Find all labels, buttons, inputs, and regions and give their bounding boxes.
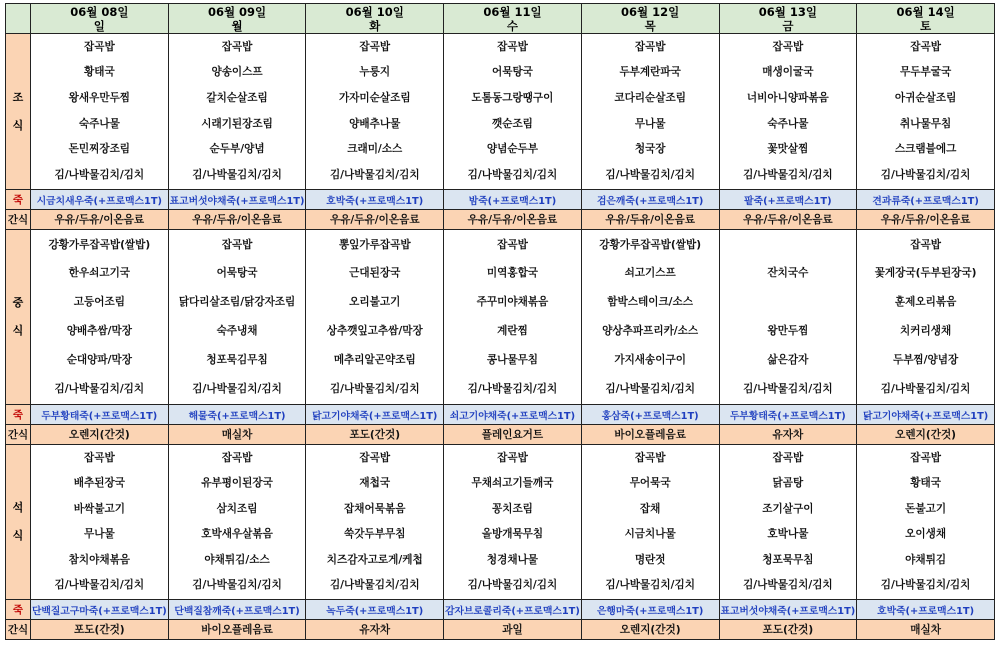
date-label: 06월 11일 bbox=[483, 4, 542, 19]
menu-item: 배추된장국 bbox=[73, 477, 125, 489]
menu-item: 잡곡밥 bbox=[221, 40, 253, 53]
menu-item: 김/나박물김치/김치 bbox=[192, 168, 282, 181]
breakfast-cell bbox=[719, 34, 857, 190]
menu-item: 무어묵국 bbox=[629, 477, 671, 489]
snack-cell: 유자차 bbox=[306, 620, 444, 640]
menu-item: 무나물 bbox=[634, 117, 666, 130]
menu-item: 김/나박물김치/김치 bbox=[467, 579, 558, 591]
menu-item: 잡곡밥 bbox=[221, 238, 253, 251]
menu-item: 잡곡밥 bbox=[84, 451, 115, 464]
dinner-row bbox=[6, 445, 995, 600]
menu-item: 잡곡밥 bbox=[634, 451, 666, 464]
menu-item: 닭다리살조림/닭강자조림 bbox=[178, 296, 296, 309]
snack-cell: 오렌지(간것) bbox=[857, 425, 995, 445]
porridge-cell: 닭고기야채죽(+프로맥스1T) bbox=[306, 405, 444, 425]
menu-item: 취나물무침 bbox=[900, 117, 952, 130]
porridge-label: 죽 bbox=[6, 405, 31, 425]
menu-item: 호박나물 bbox=[767, 528, 809, 540]
menu-item: 숙주나물 bbox=[767, 117, 809, 130]
dinner-cell bbox=[31, 445, 169, 600]
menu-item: 쇠고기스프 bbox=[624, 267, 676, 280]
porridge-cell: 단백질참깨죽(+프로맥스1T) bbox=[168, 600, 306, 620]
snack-cell: 오렌지(간것) bbox=[31, 425, 169, 445]
snack-cell: 포도(간것) bbox=[306, 425, 444, 445]
menu-item: 잡곡밥 bbox=[497, 451, 528, 464]
menu-item: 잡곡밥 bbox=[84, 40, 115, 53]
menu-item: 크래미/소스 bbox=[347, 143, 403, 156]
menu-item: 재첩국 bbox=[359, 477, 391, 489]
menu-item: 매생이굴국 bbox=[762, 66, 814, 79]
menu-item: 무나물 bbox=[84, 528, 115, 540]
snack-cell: 바이오플레음료 bbox=[168, 620, 306, 640]
menu-item: 청포묵김무침 bbox=[206, 353, 268, 366]
corner-cell bbox=[6, 4, 31, 34]
weekday-label: 일 bbox=[93, 18, 105, 33]
menu-item: 김/나박물김치/김치 bbox=[54, 382, 145, 395]
snack-cell: 유자차 bbox=[719, 425, 857, 445]
day-header bbox=[306, 4, 444, 34]
breakfast-label bbox=[6, 34, 31, 190]
porridge-cell: 검은깨죽(+프로맥스1T) bbox=[581, 190, 719, 210]
menu-item: 두부계란파국 bbox=[619, 66, 681, 79]
menu-item: 잡곡밥 bbox=[221, 451, 253, 464]
label-char: 중 bbox=[12, 296, 24, 309]
menu-item: 삼치조림 bbox=[216, 502, 258, 515]
menu-item: 순두부/양념 bbox=[209, 143, 265, 156]
breakfast-cell bbox=[168, 34, 306, 190]
menu-item: 유부평이된장국 bbox=[201, 477, 273, 489]
menu-item: 양배추쌈/막장 bbox=[66, 325, 132, 337]
lunch-cell bbox=[31, 230, 169, 405]
menu-item bbox=[720, 231, 857, 260]
lunch-cell bbox=[857, 230, 995, 405]
porridge-cell: 단백질고구마죽(+프로맥스1T) bbox=[31, 600, 169, 620]
day-header bbox=[857, 4, 995, 34]
menu-item: 누룽지 bbox=[359, 66, 391, 79]
menu-item: 숙주냉채 bbox=[216, 325, 258, 337]
menu-item: 콩나물무침 bbox=[486, 353, 539, 366]
snack-label: 간식 bbox=[6, 425, 31, 445]
menu-item: 잡곡밥 bbox=[772, 451, 804, 464]
day-header bbox=[168, 4, 306, 34]
weekday-label: 월 bbox=[231, 18, 243, 33]
snack-cell: 포도(간것) bbox=[719, 620, 857, 640]
menu-item: 잡곡밥 bbox=[359, 451, 391, 464]
menu-item: 메추리알곤약조림 bbox=[333, 353, 416, 366]
snack-cell: 매실차 bbox=[857, 620, 995, 640]
porridge-cell: 녹두죽(+프로맥스1T) bbox=[306, 600, 444, 620]
menu-item: 갈치순살조림 bbox=[206, 91, 268, 104]
menu-item: 김/나박물김치/김치 bbox=[467, 168, 558, 181]
menu-item: 청국장 bbox=[634, 143, 666, 156]
menu-item: 양송이스프 bbox=[211, 66, 263, 79]
menu-item: 양상추파프리카/소스 bbox=[602, 325, 699, 337]
menu-item: 청경채나물 bbox=[486, 553, 539, 566]
menu-item: 순대양파/막장 bbox=[66, 353, 132, 366]
snack-cell: 포도(간것) bbox=[31, 620, 169, 640]
header-row bbox=[6, 4, 995, 34]
menu-item: 김/나박물김치/김치 bbox=[605, 382, 695, 395]
menu-item: 왕새우만두찜 bbox=[68, 91, 131, 104]
porridge-cell: 견과류죽(+프로맥스1T) bbox=[857, 190, 995, 210]
menu-item: 무두부굴국 bbox=[900, 66, 952, 79]
menu-item: 호박새우살볶음 bbox=[201, 528, 273, 540]
dinner-cell bbox=[857, 445, 995, 600]
breakfast_porridge-row bbox=[6, 190, 995, 210]
snack-cell: 우유/두유/이온음료 bbox=[444, 210, 582, 230]
menu-item: 잔치국수 bbox=[767, 267, 809, 280]
weekday-label: 목 bbox=[644, 18, 656, 33]
menu-item: 김/나박물김치/김치 bbox=[192, 579, 282, 591]
menu-item: 강황가루잡곡밥(쌀밥) bbox=[599, 238, 702, 251]
menu-item: 삶은감자 bbox=[767, 353, 809, 366]
day-header bbox=[31, 4, 169, 34]
menu-item: 잡곡밥 bbox=[634, 40, 666, 53]
dinner_porridge-row bbox=[6, 600, 995, 620]
dinner-cell bbox=[306, 445, 444, 600]
menu-item: 고등어조림 bbox=[73, 296, 125, 309]
breakfast-row bbox=[6, 34, 995, 190]
menu-item: 김/나박물김치/김치 bbox=[880, 579, 971, 591]
label-char: 식 bbox=[12, 324, 24, 337]
porridge-cell: 호박죽(+프로맥스1T) bbox=[857, 600, 995, 620]
menu-item: 꽃게장국(두부된장국) bbox=[874, 267, 977, 280]
afternoon_snack-row bbox=[6, 425, 995, 445]
menu-item: 훈제오리볶음 bbox=[894, 296, 957, 309]
menu-item: 쑥갓두부무침 bbox=[344, 528, 406, 540]
menu-item: 잡채어묵볶음 bbox=[344, 502, 406, 515]
porridge-cell: 두부황태죽(+프로맥스1T) bbox=[719, 405, 857, 425]
menu-item: 청포묵무침 bbox=[762, 553, 814, 566]
porridge-cell: 팥죽(+프로맥스1T) bbox=[719, 190, 857, 210]
porridge-cell: 표고버섯야채죽(+프로맥스1T) bbox=[719, 600, 857, 620]
date-label: 06월 08일 bbox=[70, 4, 129, 19]
menu-item: 근대된장국 bbox=[349, 267, 401, 280]
menu-item: 치즈감자고로게/케첩 bbox=[326, 553, 423, 566]
menu-item: 김/나박물김치/김치 bbox=[605, 168, 695, 181]
porridge-cell: 홍삼죽(+프로맥스1T) bbox=[581, 405, 719, 425]
porridge-label: 죽 bbox=[6, 190, 31, 210]
menu-item: 김/나박물김치/김치 bbox=[192, 382, 282, 395]
menu-item: 꽁치조림 bbox=[491, 502, 533, 515]
menu-item: 김/나박물김치/김치 bbox=[54, 579, 145, 591]
menu-item: 김/나박물김치/김치 bbox=[743, 382, 833, 395]
snack-label: 간식 bbox=[6, 620, 31, 640]
snack-cell: 바이오플레음료 bbox=[581, 425, 719, 445]
label-char: 조 bbox=[12, 90, 24, 104]
snack-cell: 매실차 bbox=[168, 425, 306, 445]
porridge-cell: 두부황태죽(+프로맥스1T) bbox=[31, 405, 169, 425]
menu-item: 뽕잎가루잡곡밥 bbox=[338, 238, 411, 251]
day-header bbox=[444, 4, 582, 34]
menu-item: 양배추나물 bbox=[349, 117, 401, 130]
label-char: 식 bbox=[12, 118, 24, 132]
breakfast-cell bbox=[31, 34, 169, 190]
menu-item: 무채쇠고기들깨국 bbox=[471, 477, 554, 489]
lunch-cell bbox=[168, 230, 306, 405]
porridge-cell: 감자브로콜리죽(+프로맥스1T) bbox=[444, 600, 582, 620]
lunch-cell bbox=[306, 230, 444, 405]
breakfast-cell bbox=[581, 34, 719, 190]
menu-item: 잡곡밥 bbox=[359, 40, 391, 53]
menu-item: 가자미순살조림 bbox=[338, 91, 411, 104]
menu-item: 계란찜 bbox=[497, 325, 528, 337]
menu-item bbox=[720, 288, 857, 317]
porridge-label: 죽 bbox=[6, 600, 31, 620]
weekday-label: 금 bbox=[782, 18, 794, 33]
menu-item: 김/나박물김치/김치 bbox=[329, 168, 420, 181]
menu-item: 잡곡밥 bbox=[772, 40, 804, 53]
menu-item: 김/나박물김치/김치 bbox=[880, 382, 971, 395]
label-char: 석 bbox=[12, 501, 24, 514]
menu-item: 김/나박물김치/김치 bbox=[880, 168, 971, 181]
porridge-cell: 표고버섯야채죽(+프로맥스1T) bbox=[168, 190, 306, 210]
menu-item: 강황가루잡곡밥(쌀밥) bbox=[48, 238, 151, 251]
menu-item: 왕만두찜 bbox=[767, 325, 809, 337]
menu-item: 돈민찌장조림 bbox=[68, 143, 131, 156]
lunch-cell bbox=[581, 230, 719, 405]
menu-item: 잡곡밥 bbox=[910, 238, 941, 251]
date-label: 06월 14일 bbox=[896, 4, 955, 19]
menu-item: 미역홍합국 bbox=[486, 267, 539, 280]
menu-item: 야채튀김 bbox=[905, 553, 947, 566]
snack-cell: 우유/두유/이온음료 bbox=[719, 210, 857, 230]
menu-item: 잡곡밥 bbox=[497, 40, 528, 53]
menu-item: 오리불고기 bbox=[349, 296, 401, 309]
menu-item: 시래기된장조림 bbox=[201, 117, 273, 130]
label-char: 식 bbox=[12, 529, 24, 542]
menu-item: 치커리생채 bbox=[900, 325, 952, 337]
porridge-cell: 해물죽(+프로맥스1T) bbox=[168, 405, 306, 425]
snack-cell: 오렌지(간것) bbox=[581, 620, 719, 640]
menu-item: 김/나박물김치/김치 bbox=[54, 168, 145, 181]
menu-item: 양념순두부 bbox=[486, 143, 539, 156]
menu-item: 깻순조림 bbox=[491, 117, 533, 130]
date-label: 06월 12일 bbox=[621, 4, 680, 19]
dinner-cell bbox=[581, 445, 719, 600]
snack-label: 간식 bbox=[6, 210, 31, 230]
menu-item: 잡곡밥 bbox=[497, 238, 528, 251]
menu-item: 김/나박물김치/김치 bbox=[743, 579, 833, 591]
porridge-cell: 은행마죽(+프로맥스1T) bbox=[581, 600, 719, 620]
porridge-cell: 닭고기야채죽(+프로맥스1T) bbox=[857, 405, 995, 425]
snack-cell: 우유/두유/이온음료 bbox=[581, 210, 719, 230]
menu-item: 황태국 bbox=[910, 477, 941, 489]
menu-item: 올방개묵무침 bbox=[481, 528, 544, 540]
menu-item: 상추깻잎고추쌈/막장 bbox=[326, 325, 423, 337]
snack-cell: 우유/두유/이온음료 bbox=[168, 210, 306, 230]
menu-item: 김/나박물김치/김치 bbox=[467, 382, 558, 395]
menu-item: 김/나박물김치/김치 bbox=[605, 579, 695, 591]
porridge-cell: 밤죽(+프로맥스1T) bbox=[444, 190, 582, 210]
menu-item: 조기살구이 bbox=[762, 502, 814, 515]
menu-item: 꽃맛살찜 bbox=[767, 143, 809, 156]
lunch_porridge-row bbox=[6, 405, 995, 425]
menu-item: 명란젓 bbox=[634, 553, 666, 566]
lunch-row bbox=[6, 230, 995, 405]
porridge-cell: 호박죽(+프로맥스1T) bbox=[306, 190, 444, 210]
menu-item: 닭곰탕 bbox=[772, 477, 804, 489]
dinner-cell bbox=[168, 445, 306, 600]
menu-item: 두부찜/양념장 bbox=[892, 353, 959, 366]
dinner-cell bbox=[444, 445, 582, 600]
menu-item: 아귀순살조림 bbox=[894, 91, 957, 104]
date-label: 06월 10일 bbox=[345, 4, 404, 19]
menu-item: 오이생채 bbox=[905, 528, 947, 540]
menu-item: 시금치나물 bbox=[624, 528, 676, 540]
porridge-cell: 쇠고기야채죽(+프로맥스1T) bbox=[444, 405, 582, 425]
menu-item: 도톰동그랑땡구이 bbox=[471, 91, 554, 104]
snack-cell: 과일 bbox=[444, 620, 582, 640]
menu-item: 황태국 bbox=[84, 66, 115, 79]
menu-item: 너비아니양파볶음 bbox=[746, 91, 829, 104]
snack-cell: 우유/두유/이온음료 bbox=[857, 210, 995, 230]
menu-item: 야채튀김/소스 bbox=[204, 553, 270, 566]
dinner-label bbox=[6, 445, 31, 600]
porridge-cell: 시금치새우죽(+프로맥스1T) bbox=[31, 190, 169, 210]
lunch-cell bbox=[719, 230, 857, 405]
menu-item: 잡채 bbox=[639, 502, 661, 515]
weekly-menu-table bbox=[5, 3, 995, 640]
snack-cell: 우유/두유/이온음료 bbox=[306, 210, 444, 230]
menu-item: 코다리순살조림 bbox=[614, 91, 686, 104]
menu-item: 어묵탕국 bbox=[491, 66, 533, 79]
menu-item: 한우쇠고기국 bbox=[68, 267, 131, 280]
menu-item: 바싹불고기 bbox=[73, 502, 125, 515]
weekday-label: 화 bbox=[369, 18, 381, 33]
breakfast-cell bbox=[444, 34, 582, 190]
snack-cell: 우유/두유/이온음료 bbox=[31, 210, 169, 230]
date-label: 06월 09일 bbox=[207, 4, 267, 19]
breakfast-cell bbox=[857, 34, 995, 190]
menu-item: 함박스테이크/소스 bbox=[607, 296, 694, 309]
dinner-cell bbox=[719, 445, 857, 600]
day-header bbox=[581, 4, 719, 34]
menu-item: 어묵탕국 bbox=[216, 267, 258, 280]
menu-item: 돈불고기 bbox=[905, 502, 947, 515]
menu-item: 김/나박물김치/김치 bbox=[743, 168, 833, 181]
morning_snack-row bbox=[6, 210, 995, 230]
menu-item: 숙주나물 bbox=[78, 117, 120, 130]
menu-item: 스크램블에그 bbox=[894, 143, 957, 156]
day-header bbox=[719, 4, 857, 34]
breakfast-cell bbox=[306, 34, 444, 190]
menu-item: 가지새송이구이 bbox=[614, 353, 686, 366]
menu-item: 잡곡밥 bbox=[910, 451, 941, 464]
menu-item: 주꾸미야채볶음 bbox=[476, 296, 549, 309]
lunch-cell bbox=[444, 230, 582, 405]
snack-cell: 플레인요거트 bbox=[444, 425, 582, 445]
menu-item: 잡곡밥 bbox=[910, 40, 941, 53]
menu-item: 참치야채볶음 bbox=[68, 553, 131, 566]
weekday-label: 토 bbox=[920, 18, 932, 33]
evening_snack-row bbox=[6, 620, 995, 640]
lunch-label bbox=[6, 230, 31, 405]
menu-item: 김/나박물김치/김치 bbox=[329, 382, 420, 395]
weekday-label: 수 bbox=[506, 18, 519, 33]
date-label: 06월 13일 bbox=[758, 4, 817, 19]
menu-item: 김/나박물김치/김치 bbox=[329, 579, 420, 591]
